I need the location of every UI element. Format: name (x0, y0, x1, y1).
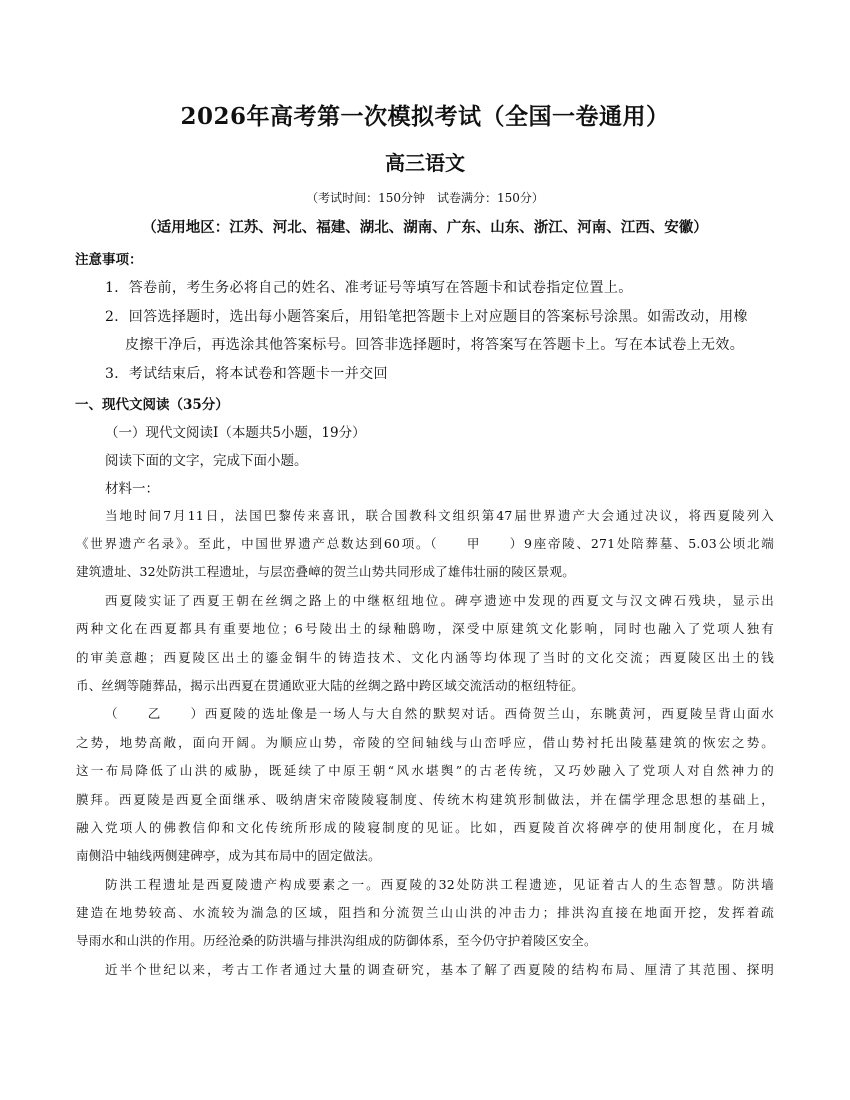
passage-line: 近半个世纪以来，考古工作者通过大量的调查研究，基本了解了西夏陵的结构布局、厘清了其范围、探明 (105, 962, 774, 977)
passage-line: （ 乙 ）西夏陵的选址像是一场人与大自然的默契对话。西倚贺兰山，东眺黄河，西夏陵呈背山面水 (105, 706, 774, 721)
material-label: 材料一： (105, 481, 159, 497)
exam-title: 2026年高考第一次模拟考试（全国一卷通用） (180, 103, 670, 130)
passage-line: 融入党项人的佛教信仰和文化传统所形成的陵寝制度的见证。比如，西夏陵首次将碑亭的使用制度化，在月城 (76, 820, 774, 835)
passage-line: 南侧沿中轴线两侧建碑亭，成为其布局中的固定做法。 (76, 848, 381, 863)
exam-time-and-score: （考试时间：150分钟 试卷满分：150分） (306, 191, 544, 205)
passage-line: 建筑遗址、32处防洪工程遗址，与层峦叠嶂的贺兰山势共同形成了雄伟壮丽的陵区景观。 (76, 564, 575, 579)
passage-line: 的审美意趣；西夏陵区出土的鎏金铜牛的铸造技术、文化内涵等均体现了当时的文化交流；西夏陵区出土的钱 (76, 650, 774, 665)
reading-instruction: 阅读下面的文字，完成下面小题。 (105, 453, 308, 469)
notice-item-2-continued: 皮擦干净后，再选涂其他答案标号。回答非选择题时，将答案写在答题卡上。写在本试卷上无效。 (125, 337, 745, 353)
passage-line: 这一布局降低了山洪的威胁，既延续了中原王朝“风水堪舆”的古老传统，又巧妙融入了党项人对自然神力的 (76, 763, 774, 778)
exam-subject: 高三语文 (385, 151, 465, 175)
passage-line: 当地时间7月11日，法国巴黎传来喜讯，联合国教科文组织第47届世界遗产大会通过决议，将西夏陵列入 (105, 508, 774, 523)
passage-line: 两种文化在西夏都具有重要地位；6号陵出土的绿釉鸱吻，深受中原建筑文化影响，同时也融入了党项人独有 (76, 621, 774, 636)
passage-line: 币、丝绸等随葬品，揭示出西夏在贯通欧亚大陆的丝绸之路中跨区域交流活动的枢纽特征。 (76, 678, 585, 693)
passage-line: 防洪工程遗址是西夏陵遗产构成要素之一。西夏陵的32处防洪工程遗迹，见证着古人的生态智慧。防洪墙 (105, 877, 774, 892)
passage-line: 膜拜。西夏陵是西夏全面继承、吸纳唐宋帝陵陵寝制度、传统木构建筑形制做法，并在儒学理念思想的基础上， (76, 792, 774, 807)
section-heading: 一、现代文阅读（35分） (75, 397, 229, 413)
notice-item-3: 3．考试结束后，将本试卷和答题卡一并交回 (105, 366, 388, 382)
subsection-heading: （一）现代文阅读Ⅰ（本题共5小题，19分） (105, 425, 366, 441)
applicable-regions: （适用地区：江苏、河北、福建、湖北、湖南、广东、山东、浙江、河南、江西、安徽） (142, 219, 708, 236)
passage-line: 导雨水和山洪的作用。历经沧桑的防洪墙与排洪沟组成的防御体系，至今仍守护着陵区安全。 (76, 933, 597, 948)
passage-line: 《世界遗产名录》。至此，中国世界遗产总数达到60项。（ 甲 ）9座帝陵、271处陪葬墓、5.03公顷北端 (76, 536, 774, 551)
passage-line: 西夏陵实证了西夏王朝在丝绸之路上的中继枢纽地位。碑亭遗迹中发现的西夏文与汉文碑石残块，显示出 (105, 593, 774, 608)
passage-line: 之势，地势高敞，面向开阔。为顺应山势，帝陵的空间轴线与山峦呼应，借山势衬托出陵墓建筑的恢宏之势。 (76, 735, 774, 750)
notice-item-2: 2．回答选择题时，选出每小题答案后，用铅笔把答题卡上对应题目的答案标号涂黑。如需改动，用橡 (105, 309, 748, 325)
passage-line: 建造在地势较高、水流较为湍急的区域，阻挡和分流贺兰山山洪的冲击力；排洪沟直接在地面开挖，发挥着疏 (76, 905, 774, 920)
notice-heading: 注意事项： (75, 252, 143, 268)
notice-item-1: 1．答卷前，考生务必将自己的姓名、准考证号等填写在答题卡和试卷指定位置上。 (105, 280, 633, 296)
